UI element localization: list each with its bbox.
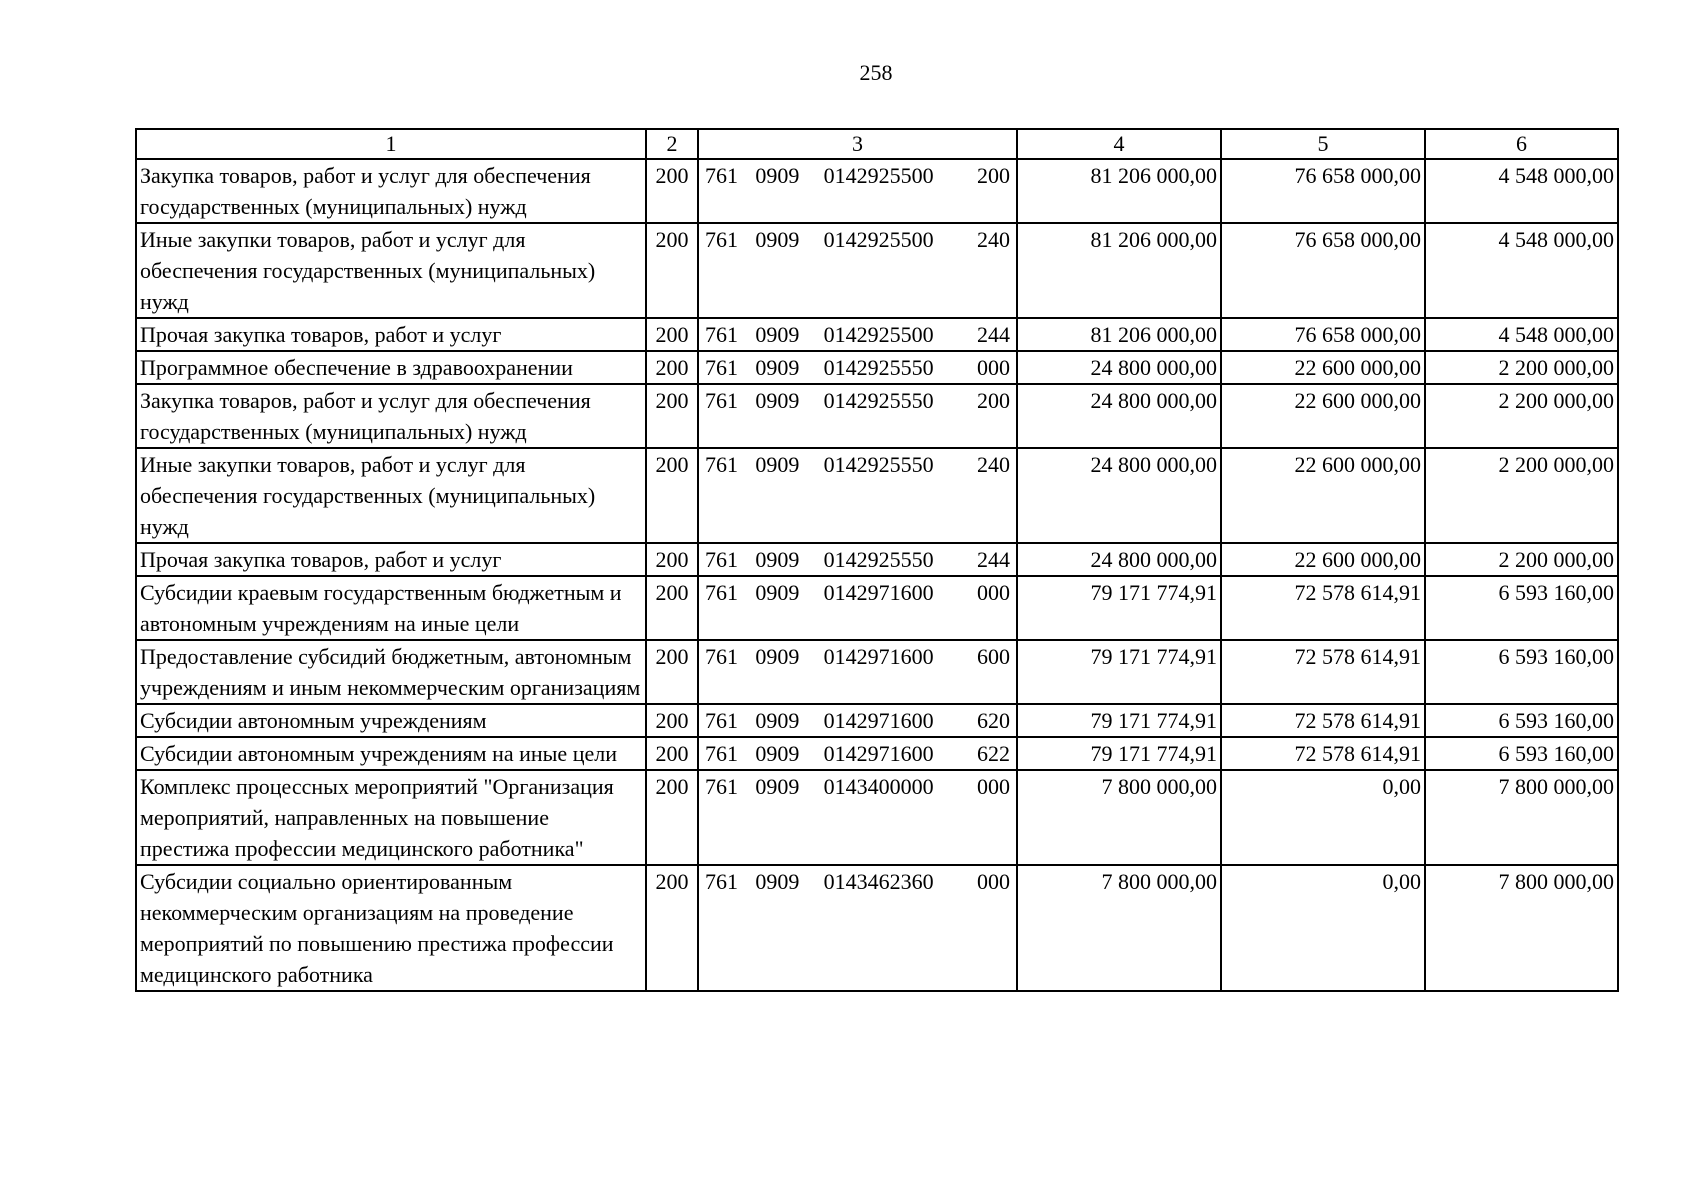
table-row <box>136 704 1618 737</box>
row-code-ministry: 761 <box>705 708 738 733</box>
row-code-ministry: 761 <box>705 869 738 894</box>
row-code-ministry: 761 <box>705 452 738 477</box>
row-code-ministry: 761 <box>705 163 738 188</box>
header-col-6: 6 <box>1425 129 1618 159</box>
row-code-admin: 200 <box>646 704 698 737</box>
row-codes <box>698 351 1017 384</box>
row-value-col4: 79 171 774,91 <box>1017 737 1221 770</box>
row-codes <box>698 223 1017 318</box>
row-value-col6: 7 800 000,00 <box>1425 865 1618 991</box>
row-code-section: 0909 <box>755 869 800 894</box>
row-code-expense-type: 200 <box>976 163 1010 188</box>
row-value-col5: 76 658 000,00 <box>1221 159 1425 223</box>
row-value-col5: 72 578 614,91 <box>1221 737 1425 770</box>
row-code-expense-type: 620 <box>976 708 1010 733</box>
row-value-col5: 72 578 614,91 <box>1221 640 1425 704</box>
row-code-target: 0143462360 <box>823 869 934 894</box>
row-value-col5: 76 658 000,00 <box>1221 318 1425 351</box>
table-row <box>136 318 1618 351</box>
row-code-admin: 200 <box>646 865 698 991</box>
row-value-col5: 22 600 000,00 <box>1221 384 1425 448</box>
row-code-ministry: 761 <box>705 774 738 799</box>
header-col-4: 4 <box>1017 129 1221 159</box>
row-value-col6: 4 548 000,00 <box>1425 318 1618 351</box>
row-code-target: 0142971600 <box>823 580 934 605</box>
row-value-col5: 72 578 614,91 <box>1221 704 1425 737</box>
row-value-col4: 79 171 774,91 <box>1017 640 1221 704</box>
row-code-target: 0142925500 <box>823 163 934 188</box>
row-value-col4: 81 206 000,00 <box>1017 223 1221 318</box>
row-code-expense-type: 622 <box>976 741 1010 766</box>
row-code-admin: 200 <box>646 737 698 770</box>
row-value-col6: 6 593 160,00 <box>1425 640 1618 704</box>
row-codes <box>698 704 1017 737</box>
header-col-5: 5 <box>1221 129 1425 159</box>
header-col-3: 3 <box>698 129 1017 159</box>
row-value-col6: 6 593 160,00 <box>1425 704 1618 737</box>
table-row <box>136 543 1618 576</box>
page-number: 258 <box>859 60 893 85</box>
row-codes <box>698 448 1017 543</box>
row-name: Иные закупки товаров, работ и услуг для обеспечения государственных (муниципальных) нужд <box>136 448 646 543</box>
row-code-admin: 200 <box>646 351 698 384</box>
row-code-expense-type: 000 <box>976 869 1010 894</box>
row-value-col4: 24 800 000,00 <box>1017 384 1221 448</box>
row-code-admin: 200 <box>646 384 698 448</box>
row-name: Субсидии социально ориентированным некоммерческим организациям на проведение мероприятий по повышению престижа профессии медицинского работника <box>136 865 646 991</box>
row-value-col6: 6 593 160,00 <box>1425 576 1618 640</box>
budget-table <box>135 128 1619 992</box>
row-code-admin: 200 <box>646 543 698 576</box>
header-col-2: 2 <box>646 129 698 159</box>
row-value-col5: 76 658 000,00 <box>1221 223 1425 318</box>
row-name: Субсидии краевым государственным бюджетным и автономным учреждениям на иные цели <box>136 576 646 640</box>
row-code-section: 0909 <box>755 774 800 799</box>
row-codes <box>698 865 1017 991</box>
row-code-expense-type: 240 <box>976 227 1010 252</box>
row-code-expense-type: 000 <box>976 774 1010 799</box>
row-code-target: 0142925550 <box>823 452 934 477</box>
row-codes <box>698 770 1017 865</box>
row-codes <box>698 576 1017 640</box>
row-code-target: 0142971600 <box>823 644 934 669</box>
row-code-expense-type: 000 <box>976 355 1010 380</box>
row-value-col5: 22 600 000,00 <box>1221 543 1425 576</box>
row-name: Субсидии автономным учреждениям <box>136 704 646 737</box>
row-name: Предоставление субсидий бюджетным, автономным учреждениям и иным некоммерческим организациям <box>136 640 646 704</box>
row-value-col5: 22 600 000,00 <box>1221 351 1425 384</box>
row-code-expense-type: 000 <box>976 580 1010 605</box>
row-value-col6: 2 200 000,00 <box>1425 448 1618 543</box>
row-value-col6: 2 200 000,00 <box>1425 543 1618 576</box>
row-code-target: 0142925550 <box>823 355 934 380</box>
row-code-expense-type: 600 <box>976 644 1010 669</box>
row-value-col4: 81 206 000,00 <box>1017 159 1221 223</box>
row-value-col4: 24 800 000,00 <box>1017 543 1221 576</box>
row-code-ministry: 761 <box>705 322 738 347</box>
row-code-target: 0143400000 <box>823 774 934 799</box>
row-value-col4: 24 800 000,00 <box>1017 351 1221 384</box>
table-row <box>136 640 1618 704</box>
row-value-col4: 24 800 000,00 <box>1017 448 1221 543</box>
row-code-expense-type: 244 <box>976 322 1010 347</box>
row-name: Программное обеспечение в здравоохранении <box>136 351 646 384</box>
row-name: Прочая закупка товаров, работ и услуг <box>136 543 646 576</box>
header-col-1: 1 <box>136 129 646 159</box>
row-value-col6: 7 800 000,00 <box>1425 770 1618 865</box>
row-value-col6: 2 200 000,00 <box>1425 384 1618 448</box>
table-row <box>136 770 1618 865</box>
row-value-col5: 0,00 <box>1221 865 1425 991</box>
row-codes <box>698 737 1017 770</box>
row-code-section: 0909 <box>755 741 800 766</box>
row-code-admin: 200 <box>646 770 698 865</box>
row-value-col4: 7 800 000,00 <box>1017 865 1221 991</box>
row-code-admin: 200 <box>646 318 698 351</box>
table-row <box>136 384 1618 448</box>
row-value-col5: 22 600 000,00 <box>1221 448 1425 543</box>
row-code-admin: 200 <box>646 448 698 543</box>
row-code-section: 0909 <box>755 547 800 572</box>
row-code-section: 0909 <box>755 580 800 605</box>
row-code-ministry: 761 <box>705 580 738 605</box>
row-code-section: 0909 <box>755 644 800 669</box>
row-name: Прочая закупка товаров, работ и услуг <box>136 318 646 351</box>
row-code-section: 0909 <box>755 322 800 347</box>
row-code-section: 0909 <box>755 452 800 477</box>
row-codes <box>698 318 1017 351</box>
row-codes <box>698 159 1017 223</box>
row-code-target: 0142971600 <box>823 708 934 733</box>
row-code-target: 0142925550 <box>823 388 934 413</box>
row-code-section: 0909 <box>755 388 800 413</box>
row-code-expense-type: 200 <box>976 388 1010 413</box>
row-code-admin: 200 <box>646 576 698 640</box>
row-code-ministry: 761 <box>705 741 738 766</box>
row-code-target: 0142925500 <box>823 322 934 347</box>
header-row <box>136 129 1618 159</box>
row-codes <box>698 640 1017 704</box>
row-value-col6: 4 548 000,00 <box>1425 223 1618 318</box>
table-row <box>136 159 1618 223</box>
row-codes <box>698 384 1017 448</box>
table-row <box>136 351 1618 384</box>
row-code-ministry: 761 <box>705 388 738 413</box>
row-code-target: 0142925500 <box>823 227 934 252</box>
row-value-col6: 4 548 000,00 <box>1425 159 1618 223</box>
row-code-target: 0142925550 <box>823 547 934 572</box>
row-name: Закупка товаров, работ и услуг для обеспечения государственных (муниципальных) нужд <box>136 159 646 223</box>
row-value-col4: 79 171 774,91 <box>1017 576 1221 640</box>
table-row <box>136 223 1618 318</box>
row-value-col4: 81 206 000,00 <box>1017 318 1221 351</box>
row-code-section: 0909 <box>755 163 800 188</box>
table-row <box>136 865 1618 991</box>
row-code-ministry: 761 <box>705 547 738 572</box>
row-value-col5: 0,00 <box>1221 770 1425 865</box>
row-codes <box>698 543 1017 576</box>
row-value-col4: 79 171 774,91 <box>1017 704 1221 737</box>
row-name: Субсидии автономным учреждениям на иные цели <box>136 737 646 770</box>
row-value-col6: 6 593 160,00 <box>1425 737 1618 770</box>
row-value-col4: 7 800 000,00 <box>1017 770 1221 865</box>
row-code-admin: 200 <box>646 223 698 318</box>
row-code-target: 0142971600 <box>823 741 934 766</box>
table-row <box>136 448 1618 543</box>
row-code-section: 0909 <box>755 355 800 380</box>
table-row <box>136 576 1618 640</box>
row-value-col5: 72 578 614,91 <box>1221 576 1425 640</box>
row-code-section: 0909 <box>755 708 800 733</box>
row-code-ministry: 761 <box>705 227 738 252</box>
row-code-expense-type: 244 <box>976 547 1010 572</box>
table-row <box>136 737 1618 770</box>
row-name: Иные закупки товаров, работ и услуг для обеспечения государственных (муниципальных) нужд <box>136 223 646 318</box>
row-code-ministry: 761 <box>705 644 738 669</box>
row-code-section: 0909 <box>755 227 800 252</box>
row-code-admin: 200 <box>646 640 698 704</box>
row-name: Закупка товаров, работ и услуг для обеспечения государственных (муниципальных) нужд <box>136 384 646 448</box>
row-value-col6: 2 200 000,00 <box>1425 351 1618 384</box>
row-code-expense-type: 240 <box>976 452 1010 477</box>
row-code-admin: 200 <box>646 159 698 223</box>
row-name: Комплекс процессных мероприятий "Организация мероприятий, направленных на повышение престижа профессии медицинского работника" <box>136 770 646 865</box>
row-code-ministry: 761 <box>705 355 738 380</box>
